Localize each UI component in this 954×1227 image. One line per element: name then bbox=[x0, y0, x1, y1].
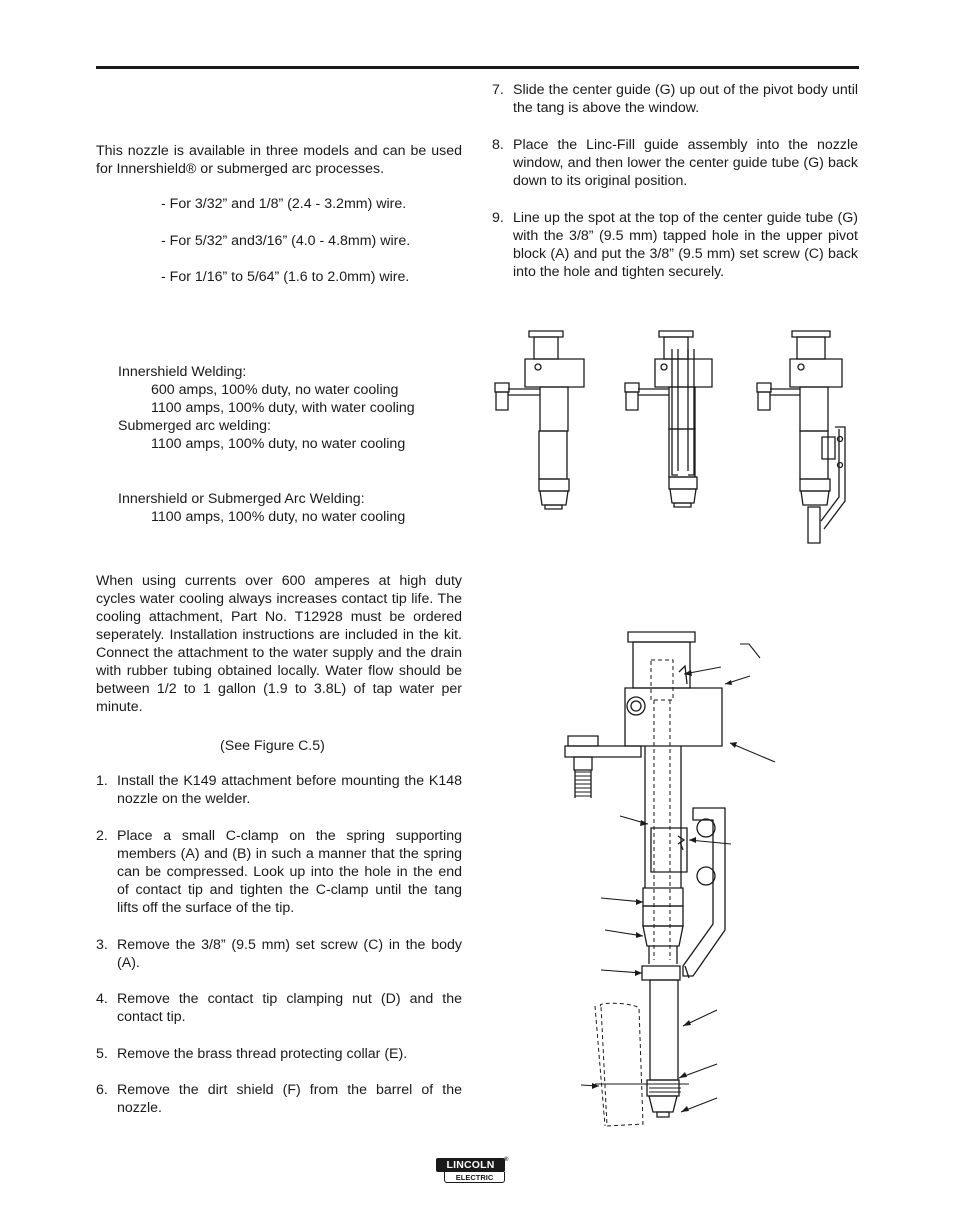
nozzle-variants-illustration bbox=[488, 325, 858, 550]
step-item bbox=[492, 209, 858, 281]
logo-bottom: ELECTRIC bbox=[444, 1172, 505, 1183]
model-line-2: - For 5/32” and3/16” (4.0 - 4.8mm) wire. bbox=[161, 233, 411, 249]
step-text: Place a small C-clamp on the spring supporting members (A) and (B) in such a manner that the spring can be compressed. Look up into the hole in the end of contact tip and tighten the C-clamp until the tang lifts off the surface of the tip. bbox=[117, 828, 462, 916]
step-text: Remove the 3/8” (9.5 mm) set screw (C) in the body (A). bbox=[117, 937, 462, 971]
step-number: 7. bbox=[492, 82, 504, 98]
step-number: 8. bbox=[492, 137, 504, 153]
step-item bbox=[492, 81, 858, 117]
step-number: 6. bbox=[96, 1082, 108, 1098]
model-line-3: - For 1/16” to 5/64” (1.6 to 2.0mm) wire. bbox=[161, 269, 410, 285]
cooling-paragraph: When using currents over 600 amperes at high duty cycles water cooling always increases contact tip life. The cooling attachment, Part No. T12928 must be ordered seperately. Installation instructions are included in the kit. Connect the attachment to the water supply and the drain with rubber tubing obtained locally. Water flow should be between 1/2 to 1 gallon (1.9 to 3.8L) of tap water per minute. bbox=[96, 573, 462, 715]
step-text: Remove the brass thread protecting collar (E). bbox=[117, 1046, 408, 1062]
step-item bbox=[492, 136, 858, 190]
innershield-heading: Innershield Welding: bbox=[118, 364, 247, 380]
lincoln-electric-logo bbox=[436, 1158, 509, 1184]
step-item bbox=[96, 1045, 462, 1063]
logo-registered-mark: ® bbox=[504, 1157, 509, 1163]
figure-reference: (See Figure C.5) bbox=[220, 738, 325, 754]
nozzle-variant-1 bbox=[495, 331, 584, 509]
step-text: Remove the dirt shield (F) from the barrel of the nozzle. bbox=[117, 1082, 462, 1116]
step-number: 2. bbox=[96, 828, 108, 844]
step-number: 1. bbox=[96, 773, 108, 789]
nozzle-variant-2 bbox=[625, 331, 712, 507]
rating-line: 600 amps, 100% duty, no water cooling bbox=[151, 382, 399, 398]
combined-heading: Innershield or Submerged Arc Welding: bbox=[118, 491, 365, 507]
step-text: Remove the contact tip clamping nut (D) and the contact tip. bbox=[117, 991, 462, 1025]
step-text: Place the Linc-Fill guide assembly into the nozzle window, and then lower the center guide tube (G) back down to its original position. bbox=[513, 137, 858, 189]
intro-paragraph: This nozzle is available in three models and can be used for Innershield® or submerged arc processes. bbox=[96, 143, 462, 177]
step-number: 5. bbox=[96, 1046, 108, 1062]
rating-line: 1100 amps, 100% duty, no water cooling bbox=[151, 509, 406, 525]
step-text: Slide the center guide (G) up out of the pivot body until the tang is above the window. bbox=[513, 82, 858, 116]
rating-line: 1100 amps, 100% duty, with water cooling bbox=[151, 400, 415, 416]
model-line-1: - For 3/32” and 1/8” (2.4 - 3.2mm) wire. bbox=[161, 196, 407, 212]
step-item bbox=[96, 772, 462, 808]
step-number: 3. bbox=[96, 937, 108, 953]
submerged-heading: Submerged arc welding: bbox=[118, 418, 271, 434]
step-item bbox=[96, 827, 462, 917]
step-item bbox=[96, 1081, 462, 1117]
step-number: 9. bbox=[492, 210, 504, 226]
step-number: 4. bbox=[96, 991, 108, 1007]
step-item bbox=[96, 936, 462, 972]
step-item bbox=[96, 990, 462, 1026]
logo-top: LINCOLN bbox=[436, 1158, 505, 1172]
nozzle-assembly-diagram bbox=[565, 630, 785, 1130]
step-text: Install the K149 attachment before mounting the K148 nozzle on the welder. bbox=[117, 773, 462, 807]
header-rule bbox=[96, 66, 859, 69]
nozzle-variant-3 bbox=[757, 331, 845, 543]
rating-line: 1100 amps, 100% duty, no water cooling bbox=[151, 436, 406, 452]
step-text: Line up the spot at the top of the center guide tube (G) with the 3/8” (9.5 mm) tapped hole in the upper pivot block (A) and put the 3/8” (9.5 mm) set screw (C) back into the hole and tighten securely. bbox=[513, 210, 858, 280]
